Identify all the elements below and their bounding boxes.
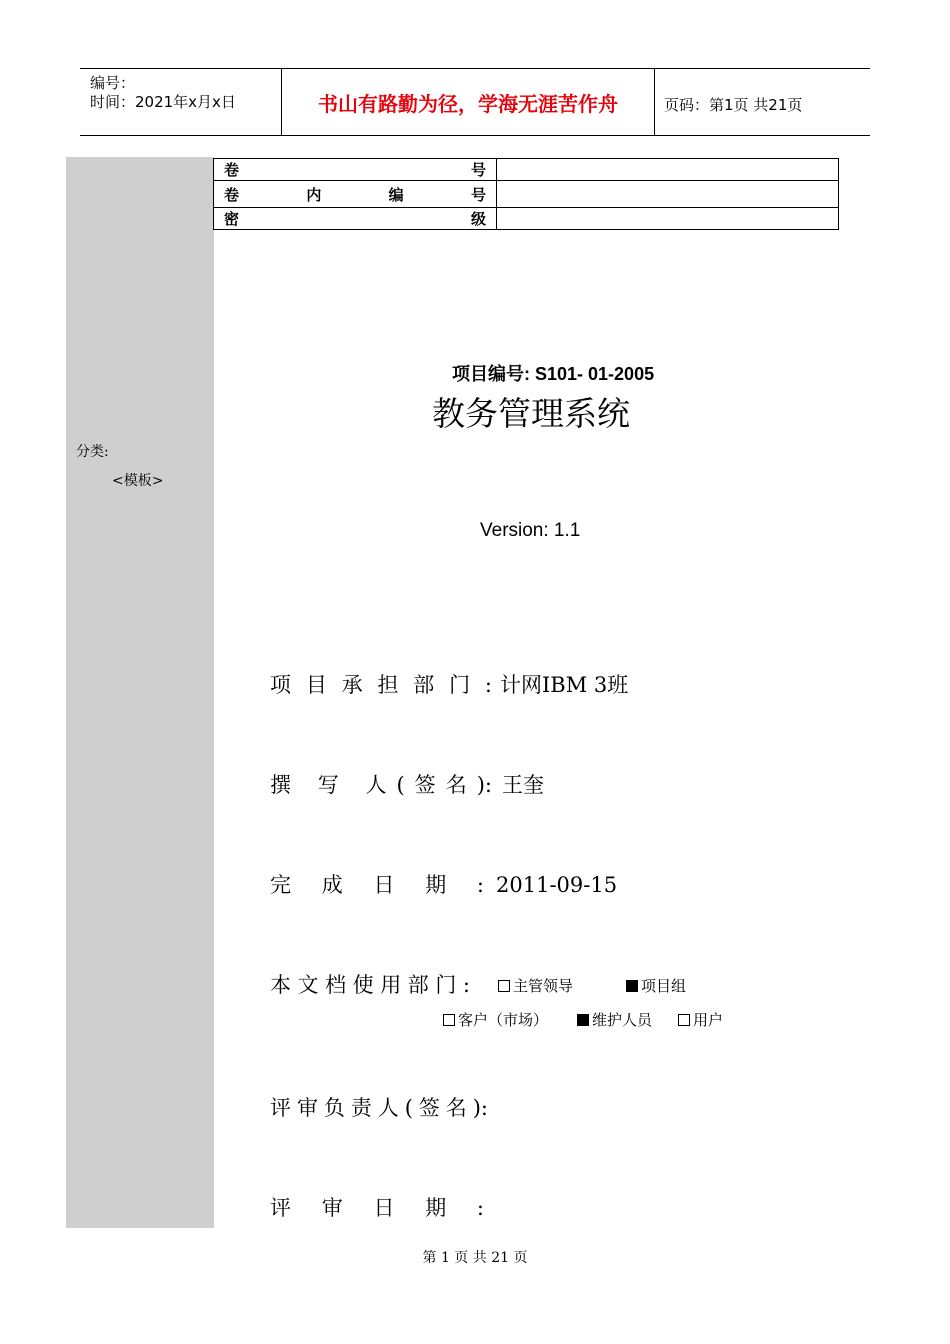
doc-number-label: 编号：: [90, 74, 136, 92]
security-level-label: 密级: [214, 208, 497, 230]
checkbox-empty-icon: [498, 980, 510, 992]
reviewer-field: [270, 1092, 488, 1122]
item-no-value: [497, 181, 839, 208]
category-value: <模板>: [112, 473, 164, 489]
volume-no-value: [497, 159, 839, 181]
item-no-label: 卷内编号: [214, 181, 497, 208]
category-sidebar: [66, 157, 214, 1228]
review-date-field: [270, 1192, 484, 1222]
project-number: 项目编号: S101- 01-2005: [452, 364, 655, 384]
author-field: [270, 769, 544, 799]
usage-option-label: 用户: [693, 1011, 724, 1029]
usage-option-label: 客户（市场）: [458, 1011, 549, 1029]
header-page-info: 页码：第1页 共21页: [664, 96, 803, 114]
usage-dept-field: [270, 969, 470, 999]
completion-date-label: 完成日期:: [270, 873, 484, 897]
security-level-value: [497, 208, 839, 230]
checkbox-checked-icon: [577, 1014, 589, 1026]
header-bottom-rule: [80, 135, 870, 136]
author-label: 撰 写 人(签名):: [270, 773, 492, 797]
dept-value: 计网IBM 3班: [500, 673, 629, 697]
dept-label: 项目承担部门:: [270, 673, 492, 697]
category-label: 分类:: [76, 444, 109, 460]
header-top-rule: [80, 68, 870, 69]
archive-info-table: [213, 158, 839, 230]
table-row: [214, 159, 839, 181]
usage-option-customer: [443, 1009, 548, 1030]
usage-option-leader: [498, 975, 573, 996]
usage-option-user: [678, 1009, 723, 1030]
usage-option-label: 项目组: [641, 977, 687, 995]
checkbox-checked-icon: [626, 980, 638, 992]
usage-dept-label: 本文档使用部门:: [270, 973, 470, 997]
date-line: 时间：2021年x月x日: [90, 93, 236, 111]
author-value: 王奎: [502, 773, 544, 797]
checkbox-empty-icon: [443, 1014, 455, 1026]
header-divider-right: [654, 68, 655, 136]
dept-field: [270, 669, 628, 699]
usage-option-project-team: [626, 975, 686, 996]
table-row: [214, 208, 839, 230]
document-title: 教务管理系统: [432, 394, 630, 433]
review-date-label: 评审日期:: [270, 1196, 484, 1220]
checkbox-empty-icon: [678, 1014, 690, 1026]
usage-option-label: 维护人员: [592, 1011, 653, 1029]
completion-date-value: 2011-09-15: [496, 873, 618, 897]
usage-option-label: 主管领导: [513, 977, 574, 995]
version-label: Version: 1.1: [480, 520, 581, 541]
page-footer: 第 1 页 共 21 页: [422, 1250, 528, 1266]
usage-option-maintenance: [577, 1009, 652, 1030]
volume-no-label: 卷号: [214, 159, 497, 181]
motto: 书山有路勤为径，学海无涯苦作舟: [318, 92, 618, 116]
reviewer-label: 评审负责人(签名):: [270, 1096, 488, 1120]
completion-date-field: [270, 869, 617, 899]
table-row: [214, 181, 839, 208]
